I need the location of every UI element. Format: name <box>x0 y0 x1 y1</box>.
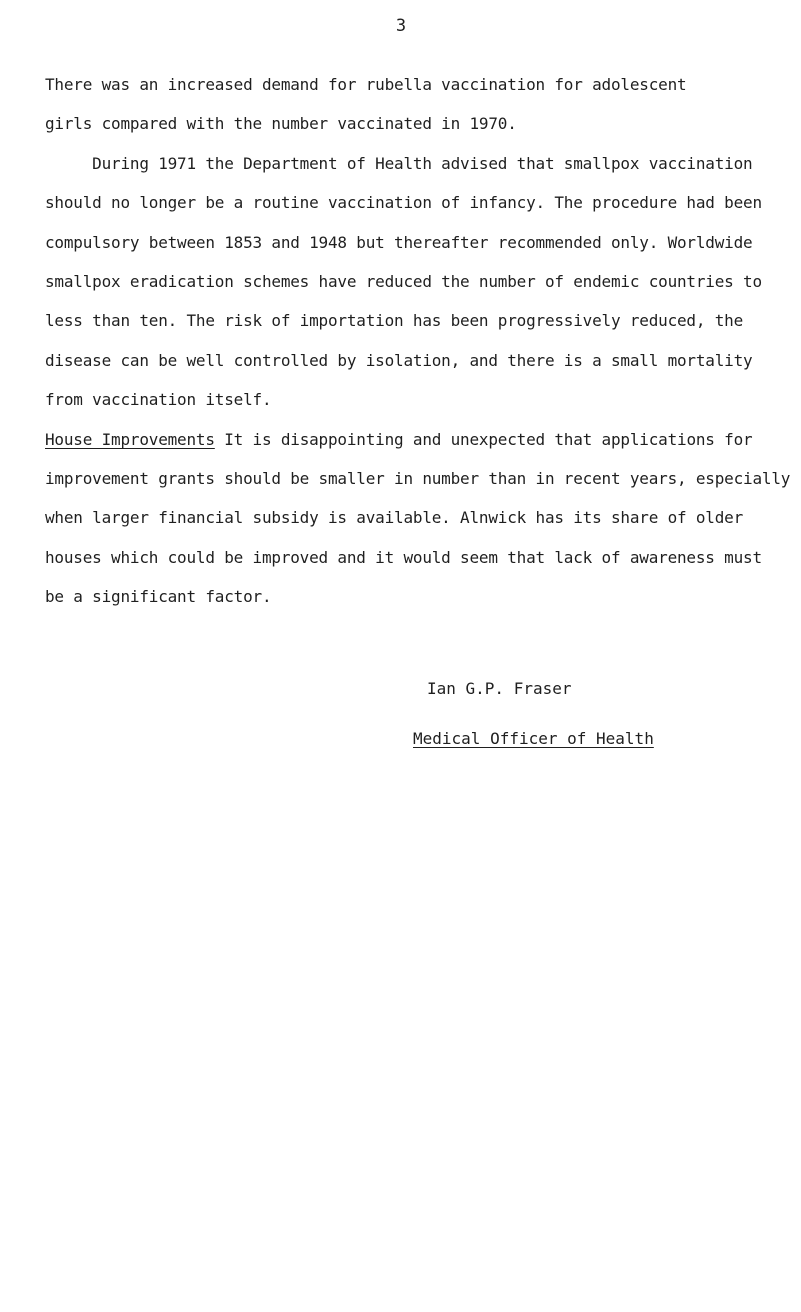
text-line: smallpox eradication schemes have reduced the number of endemic countries to <box>45 272 762 291</box>
text-line: During 1971 the Department of Health advised that smallpox vaccination <box>45 154 753 173</box>
text-line: less than ten. The risk of importation has been progressively reduced, the <box>45 311 744 330</box>
text-line: disease can be well controlled by isolation, and there is a small mortality <box>45 351 753 370</box>
text-line <box>45 429 752 451</box>
signatory-name: Ian G.P. Fraser <box>427 679 572 698</box>
text-line: improvement grants should be smaller in number than in recent years, especially <box>45 469 791 488</box>
text-line: There was an increased demand for rubella vaccination for adolescent <box>45 75 687 94</box>
text-span: It is disappointing and unexpected that applications for <box>214 430 753 449</box>
text-line: girls compared with the number vaccinated in 1970. <box>45 114 517 133</box>
text-line: houses which could be improved and it would seem that lack of awareness must <box>45 548 762 567</box>
page-number: 3 <box>395 16 407 36</box>
text-line: should no longer be a routine vaccination of infancy. The procedure had been <box>45 193 762 212</box>
text-line: compulsory between 1853 and 1948 but thereafter recommended only. Worldwide <box>45 233 753 252</box>
text-line: when larger financial subsidy is available. Alnwick has its share of older <box>45 508 744 527</box>
text-line: from vaccination itself. <box>45 390 272 409</box>
signatory-title: Medical Officer of Health <box>413 729 654 748</box>
section-heading: House Improvements <box>45 430 215 449</box>
text-line: be a significant factor. <box>45 587 272 606</box>
